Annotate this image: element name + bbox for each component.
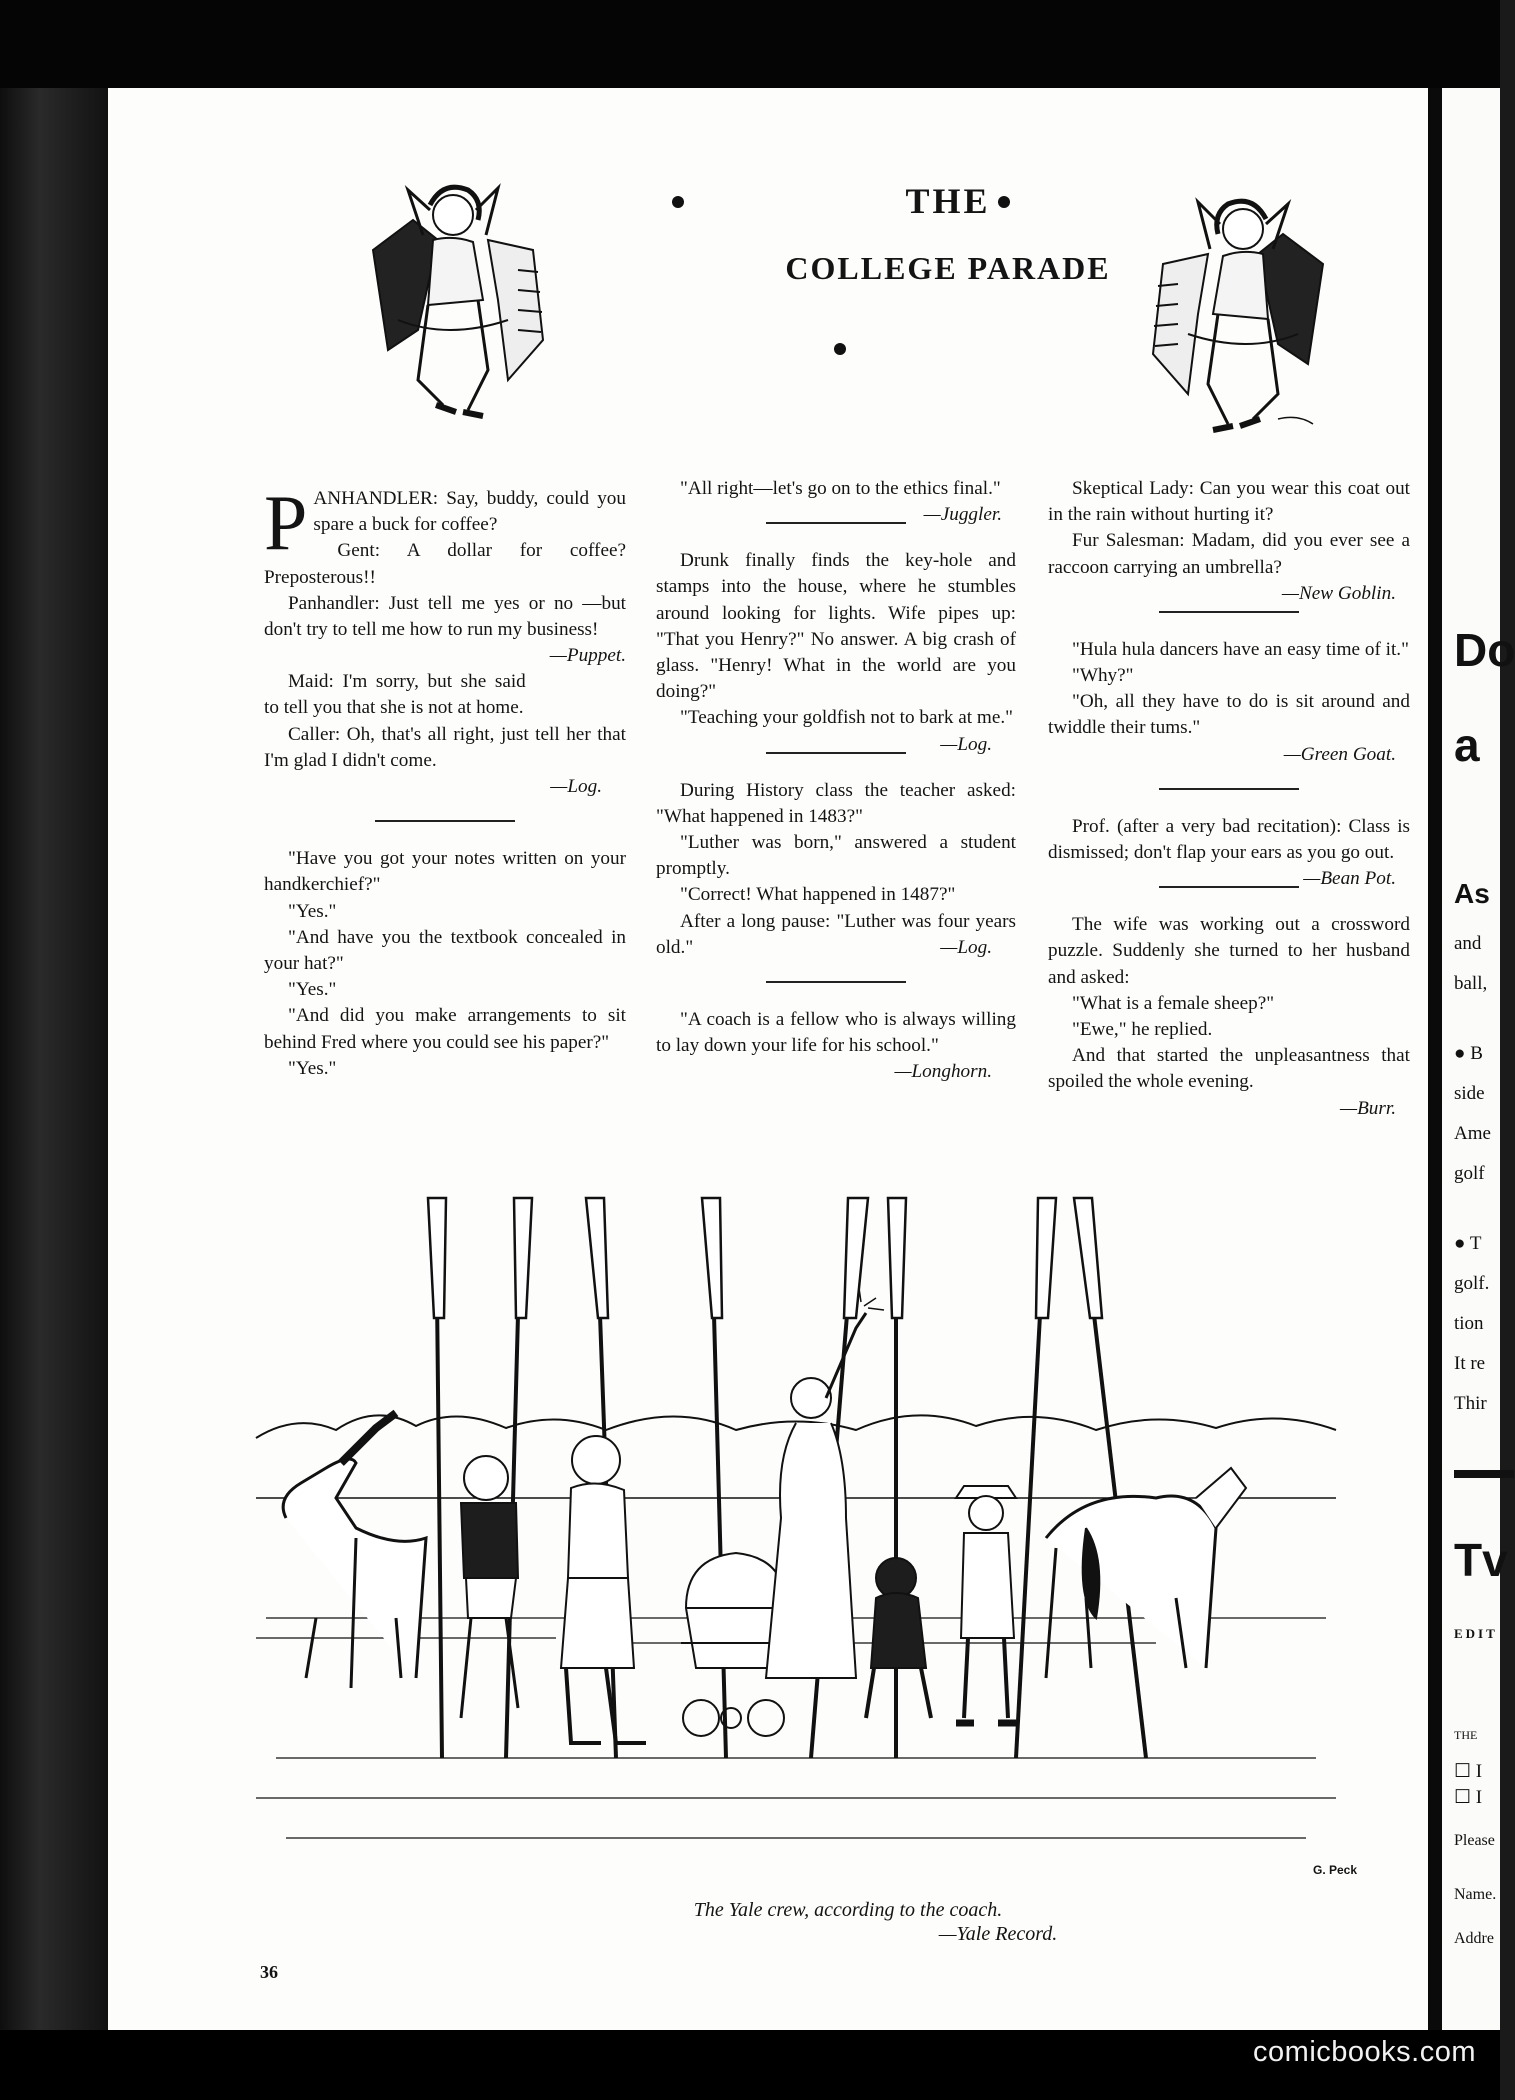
cartoon-caption	[528, 1898, 1168, 1946]
joke-text: The wife was working out a crossword puzzle. Suddenly she turned to her husband and asked:	[1048, 914, 1410, 988]
joke-text: "Ewe," he replied.	[1072, 1019, 1213, 1041]
fragment-text: ☐ I	[1454, 1761, 1483, 1782]
fragment-text: EDIT	[1454, 1626, 1498, 1641]
joke-source: —Log.	[940, 733, 992, 755]
separator-rule	[1159, 886, 1299, 888]
separator-rule	[766, 522, 906, 524]
joke-line: "Teaching your goldfish not to bark at me."	[680, 707, 1013, 729]
fragment-text: ☐ I	[1454, 1787, 1483, 1808]
joke-text	[264, 591, 626, 667]
fragment-heading: Do	[1454, 624, 1515, 676]
joke-text: "Yes."	[288, 900, 337, 922]
drop-cap: P	[264, 479, 308, 566]
watermark: comicbooks.com	[1253, 2036, 1476, 2068]
joke-text: "Have you got your notes written on your handkerchief?"	[264, 848, 626, 896]
joke-text: Drunk finally finds the key-hole and stamps into the house, where he stumbles around looking for lights. Wife pipes up: "That you Henry?" No answer. A big crash of glass. "Henry! What in the world are you doing?"	[656, 550, 1016, 703]
separator-rule	[1159, 788, 1299, 790]
title-bullet-left	[672, 196, 684, 208]
fragment-text: ● B	[1454, 1043, 1483, 1064]
joke-line: "A coach is a fellow who is always willing to lay down your life for his school."	[656, 1009, 1016, 1057]
cartoon-yale-crew	[256, 1198, 1336, 1888]
joke-source: —Log.	[550, 776, 602, 798]
column-3	[1048, 476, 1410, 1122]
joke-text: During History class the teacher asked: "What happened in 1483?"	[656, 779, 1016, 827]
separator-rule	[766, 752, 906, 754]
fragment-text: Please	[1454, 1832, 1495, 1849]
joke-line: "All right—let's go on to the ethics final."	[680, 478, 1001, 499]
joke-text	[656, 705, 1016, 755]
fragment-text: ● T	[1454, 1233, 1482, 1254]
fragment-text: and	[1454, 933, 1482, 954]
joke-text	[656, 909, 1016, 961]
joke-text	[656, 1007, 1016, 1083]
joke-source: —New Goblin.	[1281, 582, 1396, 604]
fragment-rule	[1454, 1470, 1514, 1478]
column-2	[656, 476, 1016, 1086]
joke-text: "Oh, all they have to do is sit around and twiddle their tums."	[1048, 691, 1410, 739]
fragment-text: Ame	[1454, 1123, 1491, 1144]
joke-text: "Correct! What happened in 1487?"	[680, 884, 956, 906]
joke-text: "Luther was born," answered a student promptly.	[656, 832, 1016, 880]
joke-text: "What is a female sheep?"	[1072, 992, 1275, 1014]
joke-line: Panhandler: Just tell me yes or no —but don't try to tell me how to run my business!	[264, 592, 626, 641]
fragment-text: golf	[1454, 1163, 1485, 1184]
fragment-text: It re	[1454, 1353, 1486, 1374]
fragment-text: THE	[1454, 1728, 1478, 1742]
joke-text: "Yes."	[288, 979, 337, 1001]
joke-text: ANHANDLER: Say, buddy, could you spare a buck for coffee?	[313, 488, 626, 536]
header-illustration-right	[1138, 194, 1338, 439]
cartoonist-signature: G. Peck	[1313, 1863, 1358, 1877]
joke-line: Fur Salesman: Madam, did you ever see a raccoon carrying an umbrella?	[1048, 530, 1410, 578]
joke-text: "Yes."	[288, 1057, 337, 1079]
fragment-text: Addre	[1454, 1930, 1494, 1947]
joke-text: "And have you the textbook concealed in your hat?"	[264, 926, 626, 975]
page-title: COLLEGE PARADE	[785, 250, 1111, 286]
page-gutter	[1428, 88, 1442, 2030]
fragment-heading: a	[1454, 719, 1480, 771]
joke-text: Skeptical Lady: Can you wear this coat out in the rain without hurting it?	[1048, 478, 1410, 526]
joke-text: "Why?"	[1072, 665, 1134, 687]
fragment-text: Thir	[1454, 1393, 1487, 1414]
joke-source: —Juggler.	[923, 504, 1002, 526]
joke-text: "And did you make arrangements to sit behind Fred where you could see his paper?"	[264, 1005, 626, 1053]
joke-text: And that started the unpleasantness that spoiled the whole evening.	[1048, 1045, 1410, 1093]
magazine-page	[108, 88, 1428, 2030]
page-number: 36	[260, 1962, 278, 1982]
separator-rule	[375, 820, 515, 822]
joke-source: —Longhorn.	[894, 1061, 992, 1083]
title-bullet-bottom	[834, 343, 846, 355]
scan-top-border	[0, 0, 1500, 88]
joke-line: Prof. (after a very bad recitation): Class is dismissed; don't flap your ears as you go out.	[1048, 815, 1410, 864]
column-1	[264, 479, 626, 1082]
fragment-text: As	[1454, 878, 1490, 909]
fragment-text: golf.	[1454, 1273, 1490, 1294]
fragment-text: side	[1454, 1083, 1485, 1104]
separator-rule	[766, 981, 906, 983]
header-illustration-left	[358, 180, 558, 425]
joke-text	[1048, 528, 1410, 604]
joke-source: —Green Goat.	[1283, 743, 1396, 765]
adjacent-page-fragment	[1442, 88, 1515, 2030]
joke-text: Maid: I'm sorry, but she said to tell you that she is not at home.	[264, 671, 526, 719]
joke-source: —Log.	[940, 936, 992, 958]
caption-line-1: The Yale crew, according to the coach.	[693, 1899, 1003, 1921]
joke-text	[656, 476, 1016, 526]
joke-line: After a long pause: "Luther was four years old."	[656, 910, 1016, 958]
joke-source: —Puppet.	[549, 645, 626, 667]
fragment-text: ball,	[1454, 973, 1488, 994]
joke-source: —Burr.	[1340, 1097, 1396, 1119]
caption-source: —Yale Record.	[938, 1923, 1058, 1945]
joke-text: Gent: A dollar for coffee? Preposterous!!	[264, 540, 626, 588]
fragment-text: Name.	[1454, 1886, 1497, 1903]
joke-text: "Hula hula dancers have an easy time of it."	[1072, 638, 1409, 660]
separator-rule	[1159, 611, 1299, 613]
fragment-text: tion	[1454, 1313, 1484, 1334]
joke-text: Caller: Oh, that's all right, just tell her that I'm glad I didn't come.	[264, 723, 626, 771]
joke-text	[1048, 814, 1410, 890]
joke-source: —Bean Pot.	[1303, 868, 1396, 890]
title-the: THE	[905, 181, 991, 221]
fragment-heading: Tv	[1454, 1534, 1508, 1586]
